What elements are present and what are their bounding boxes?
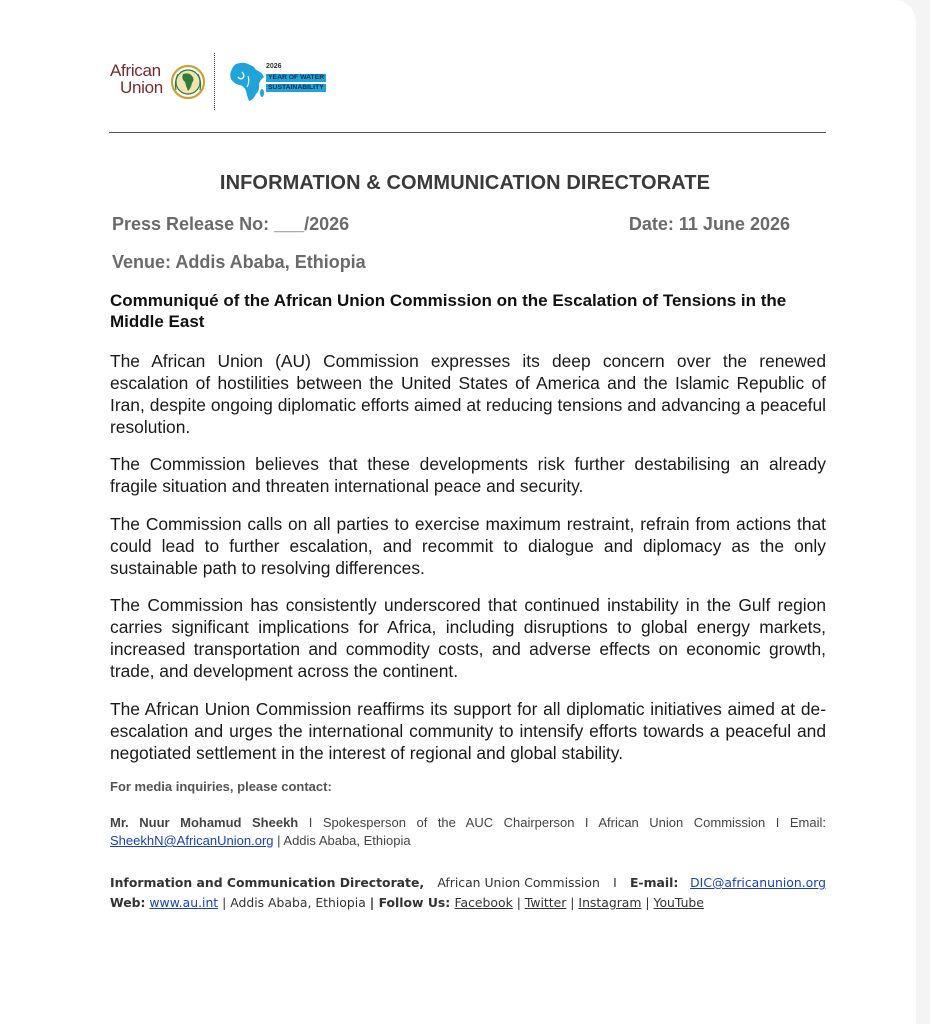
water-line-2: SUSTAINABILITY [268, 84, 324, 91]
au-wordmark [110, 62, 163, 96]
header-divider [109, 132, 826, 133]
au-wordmark-line1: African [110, 61, 161, 80]
directorate-heading: INFORMATION & COMMUNICATION DIRECTORATE [219, 172, 711, 194]
african-union-logo [110, 58, 205, 100]
body-paragraph: The Commission calls on all parties to exercise maximum restraint, refrain from actions that could lead to further escalation, and recommit to dialogue and diplomacy as the only sustainable path to resolving differences. [110, 514, 826, 578]
spokesperson-email-link[interactable]: SheekhN@AfricanUnion.org [110, 833, 274, 848]
spokesperson-name: Mr. Nuur Mohamud Sheekh [110, 815, 299, 830]
footer-web-label: Web: [110, 895, 146, 910]
au-wordmark-line2: Union [120, 78, 163, 97]
au-emblem-icon [170, 64, 206, 100]
facebook-link[interactable]: Facebook [454, 895, 513, 910]
twitter-link[interactable]: Twitter [524, 895, 567, 910]
communique-title: Communiqué of the African Union Commission on the Escalation of Tensions in the Middle East [110, 291, 787, 331]
water-year-label: 2026 [266, 63, 282, 70]
africa-map-icon [226, 60, 268, 104]
youtube-link[interactable]: YouTube [653, 895, 704, 910]
spokesperson-location: | Addis Ababa, Ethiopia [273, 833, 411, 848]
footer-contacts: Information and Communication Directorate, African Union Commission I E-mail: DIC@africanunion.org Web: www.au.int | Addis Ababa, Ethiopia | Follow Us: Facebook | Twitter | Instagram | YouTube [110, 875, 826, 910]
press-release-number: Press Release No: ___/2026 [112, 214, 350, 234]
footer-email-label: E-mail: [629, 875, 679, 890]
spokesperson-contact [110, 814, 826, 850]
footer-location: | Addis Ababa, Ethiopia [218, 895, 370, 910]
footer-directorate: Information and Communication Directorate, [110, 875, 425, 890]
water-line-1: YEAR OF WATER [268, 74, 325, 81]
footer-web-link[interactable]: www.au.int [149, 895, 219, 910]
footer-commission: African Union Commission [437, 875, 600, 890]
spokesperson-role: I Spokesperson of the AUC Chairperson I African Union Commission I Email: [298, 815, 826, 830]
body-paragraph: The African Union (AU) Commission expresses its deep concern over the renewed escalation of hostilities between the United States of America and the Islamic Republic of Iran, despite ongoing diplomatic efforts aimed at reducing tensions and advancing a peaceful resolution. [110, 351, 826, 437]
year-of-water-logo [226, 60, 336, 104]
footer-separator: I [613, 875, 617, 890]
body-paragraph: The Commission has consistently underscored that continued instability in the Gulf region carries significant implications for Africa, including disruptions to global energy markets, increased transportation and commodity costs, and adverse effects on economic growth, trade, and development across the continent. [110, 595, 826, 681]
media-contact-label: For media inquiries, please contact: [110, 779, 332, 794]
release-date: Date: 11 June 2026 [628, 214, 790, 234]
body-paragraph: The African Union Commission reaffirms its support for all diplomatic initiatives aimed at de-escalation and urges the international community to intensify efforts towards a peaceful and negotiated settlement in the interest of regional and global stability. [110, 699, 826, 763]
logo-divider [214, 53, 215, 110]
body-paragraph: The Commission believes that these developments risk further destabilising an already fragile situation and threaten international peace and security. [110, 454, 826, 496]
footer-follow-label: | Follow Us: [369, 895, 455, 910]
venue: Venue: Addis Ababa, Ethiopia [112, 252, 366, 272]
instagram-link[interactable]: Instagram [578, 895, 642, 910]
footer-email-link[interactable]: DIC@africanunion.org [690, 875, 826, 890]
